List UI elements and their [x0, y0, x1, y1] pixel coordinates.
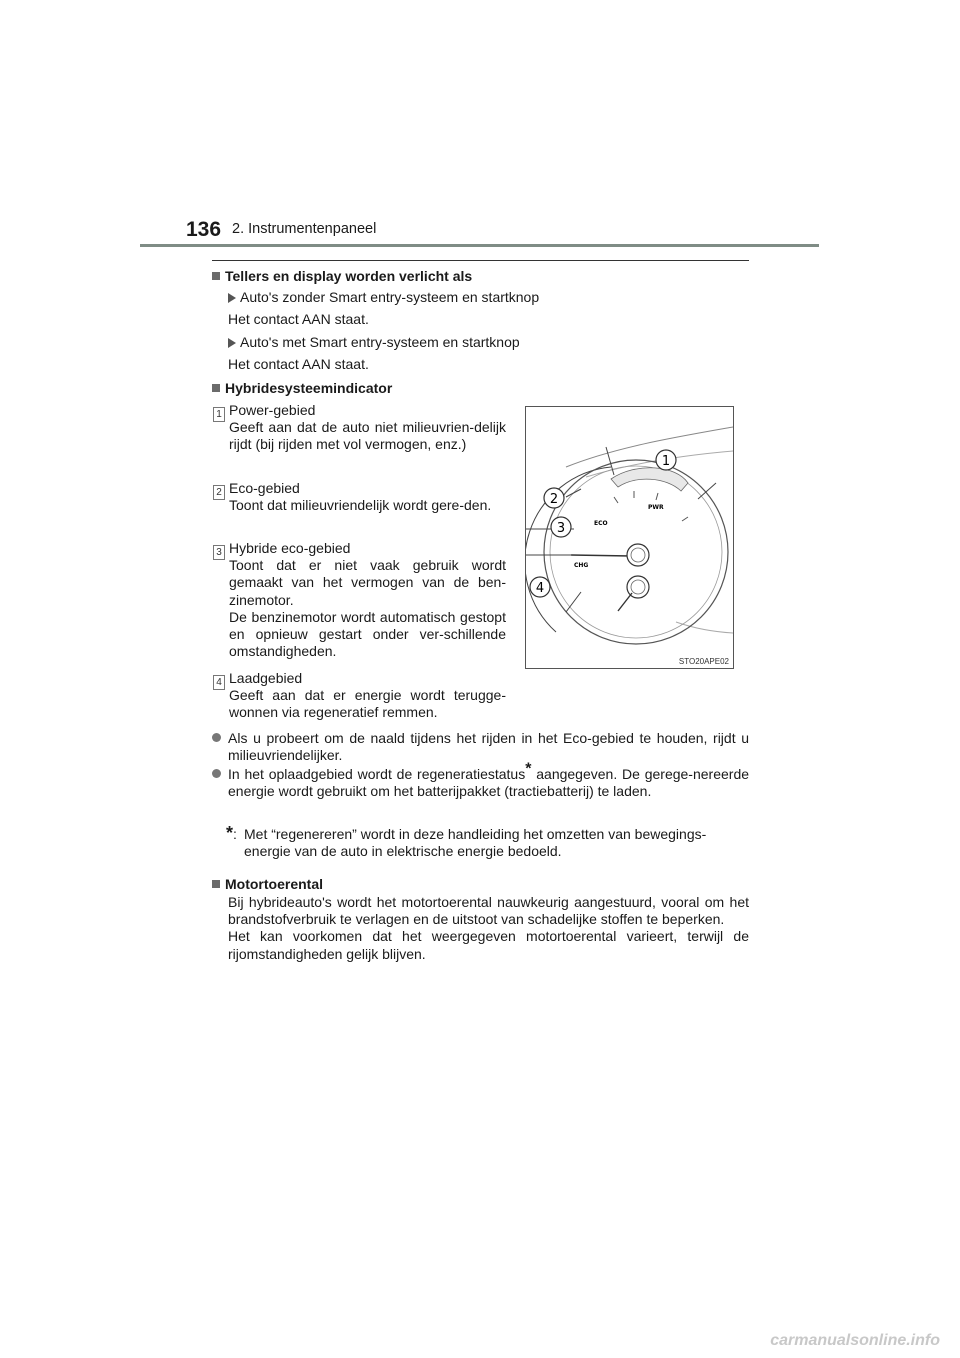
section-title-lighting: Tellers en display worden verlicht als: [212, 268, 472, 284]
section-title-hybrid-indicator: Hybridesysteemindicator: [212, 380, 392, 396]
item-charge-area: [229, 670, 506, 722]
chapter-title: 2. Instrumentenpaneel: [232, 221, 377, 237]
watermark: carmanualsonline.info: [770, 1332, 940, 1349]
square-bullet-icon: [212, 880, 220, 888]
gauge-tick: [682, 517, 688, 521]
item-power-area: [229, 402, 506, 454]
power-zone: [611, 468, 688, 491]
bullet-eco-tip: Als u probeert om de naald tijdens het rijden in het Eco-gebied te houden, rijdt u milieuvriendelijker.: [212, 730, 749, 764]
condition-text-2: Het contact AAN staat.: [228, 356, 369, 372]
figure-code: STO20APE02: [678, 657, 729, 666]
condition-label-2: Auto's met Smart entry-systeem en startknop: [228, 334, 520, 352]
section-rule: [212, 260, 749, 261]
engine-speed-paragraph-1: Bij hybrideauto's wordt het motortoerental nauwkeurig aangestuurd, vooral om het brandstofverbruik te verlagen en de uitstoot van schadelijke stoffen te beperken.: [228, 894, 749, 928]
item-desc-2: De benzinemotor wordt automatisch gestopt en opnieuw gestart onder ver-schillende omstandigheden.: [229, 608, 506, 660]
square-bullet-icon: [212, 384, 220, 392]
bullet-regeneration: In het oplaadgebied wordt de regeneratiestatus* aangegeven. De gerege-nereerde energie wordt gebruikt om het batterijpakket (tractiebatterij) te laden.: [212, 766, 749, 800]
item-desc: Toont dat er niet vaak gebruik wordt gemaakt van het vermogen van de ben-zinemotor.: [229, 557, 506, 608]
callout-4-label: 4: [535, 581, 545, 596]
sub-gauge-needle: [618, 593, 632, 611]
dash-line: [676, 622, 733, 633]
footnote: *: Met “regenereren” wordt in deze handleiding het omzetten van bewegings-energie van de auto in elektrische energie bedoeld.: [226, 823, 707, 860]
callout-3-label: 3: [556, 521, 566, 536]
engine-speed-text: [228, 894, 749, 963]
triangle-bullet-icon: [228, 293, 236, 303]
square-bullet-icon: [212, 272, 220, 280]
hybrid-indicator-figure: [525, 406, 734, 669]
item-title: Power-gebied: [229, 402, 316, 418]
pwr-label: PWR: [648, 504, 664, 511]
condition-text-1: Het contact AAN staat.: [228, 311, 369, 327]
item-hybrid-eco-area: [229, 540, 506, 660]
item-number-1: 1: [213, 404, 225, 422]
gauge-illustration: [526, 407, 733, 668]
leader-line: [566, 592, 581, 612]
item-number-3: 3: [213, 542, 225, 560]
gauge-needle: [571, 555, 631, 556]
circle-bullet-icon: [212, 733, 221, 742]
item-eco-area: [229, 480, 506, 514]
item-title: Hybride eco-gebied: [229, 540, 351, 556]
item-desc: Geeft aan dat de auto niet milieuvrien-delijk rijdt (bij rijden met vol vermogen, enz.): [229, 419, 506, 453]
callout-1-label: 1: [661, 454, 671, 469]
circle-bullet-icon: [212, 769, 221, 778]
callout-2-label: 2: [549, 492, 559, 507]
section-title-engine-speed: Motortoerental: [212, 876, 323, 892]
eco-label: ECO: [594, 520, 608, 527]
callout-arc: [526, 467, 611, 632]
item-desc: Geeft aan dat er energie wordt terugge-wonnen via regeneratief remmen.: [229, 687, 506, 721]
item-desc: Toont dat milieuvriendelijk wordt gere-den.: [229, 497, 492, 514]
chg-label: CHG: [574, 562, 589, 569]
header-rule: [140, 244, 819, 247]
gauge-tick: [656, 493, 658, 500]
leader-line: [698, 483, 716, 499]
item-number-2: 2: [213, 482, 225, 500]
page-number: 136: [186, 218, 222, 241]
item-title: Laadgebied: [229, 670, 303, 686]
item-title: Eco-gebied: [229, 480, 300, 496]
triangle-bullet-icon: [228, 338, 236, 348]
item-number-4: 4: [213, 672, 225, 690]
condition-label-1: Auto's zonder Smart entry-systeem en startknop: [228, 289, 539, 307]
engine-speed-paragraph-2: Het kan voorkomen dat het weergegeven motortoerental varieert, terwijl de rijomstandigheden gelijk blijven.: [228, 928, 749, 962]
gauge-tick: [614, 497, 618, 503]
needle-hub: [627, 544, 649, 566]
